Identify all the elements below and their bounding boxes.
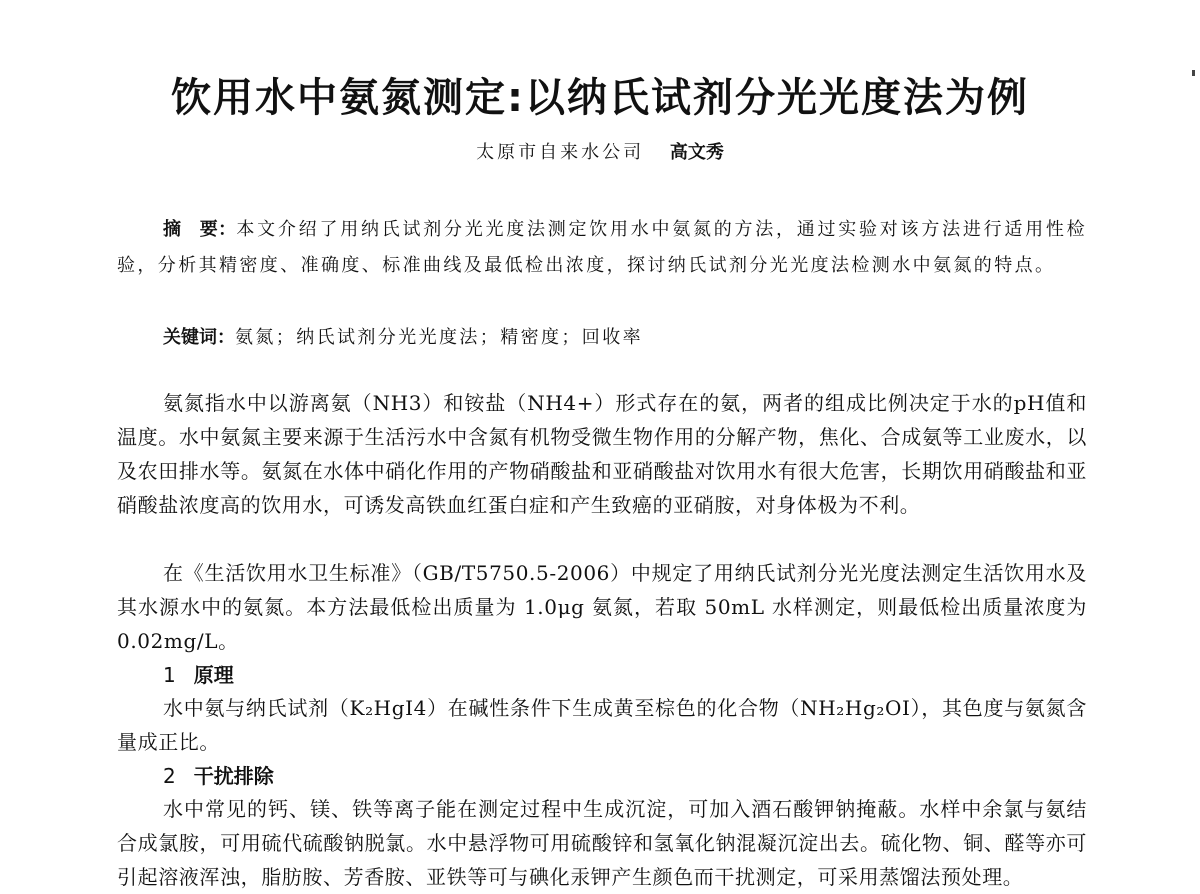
author-organization: 太原市自来水公司 bbox=[476, 142, 645, 163]
section-2-heading bbox=[163, 759, 274, 793]
keywords-text: 氨氮；纳氏试剂分光光度法；精密度；回收率 bbox=[235, 327, 643, 348]
section-2-number: 2 bbox=[163, 764, 176, 788]
author-name: 高文秀 bbox=[669, 142, 724, 163]
section-2-paragraph: 水中常见的钙、镁、铁等离子能在测定过程中生成沉淀，可加入酒石酸钾钠掩蔽。水样中余氯与氨结合成氯胺，可用硫代硫酸钠脱氯。水中悬浮物可用硫酸锌和氢氧化钠混凝沉淀出去。硫化物、铜、醛等亦可引起溶液浑浊，脂肪胺、芳香胺、亚铁等可与碘化汞钾产生颜色而干扰测定，可采用蒸馏法预处理。 bbox=[117, 797, 1087, 889]
scan-speck bbox=[1192, 70, 1195, 76]
section-2-title: 干扰排除 bbox=[193, 764, 274, 788]
author-line bbox=[0, 140, 1200, 166]
paper-title: 饮用水中氨氮测定:以纳氏试剂分光光度法为例 bbox=[171, 75, 1029, 121]
abstract-label: 摘 要： bbox=[163, 219, 237, 240]
section-1-paragraph: 水中氨与纳氏试剂（K₂HgI4）在碱性条件下生成黄至棕色的化合物（NH₂Hg₂OI），其色度与氨氮含量成正比。 bbox=[117, 696, 1087, 754]
abstract-paragraph bbox=[117, 212, 1087, 284]
abstract-text: 本文介绍了用纳氏试剂分光光度法测定饮用水中氨氮的方法，通过实验对该方法进行适用性检验，分析其精密度、准确度、标准曲线及最低检出浓度，探讨纳氏试剂分光光度法检测水中氨氮的特点。 bbox=[117, 219, 1087, 276]
intro-paragraph-1: 氨氮指水中以游离氨（NH3）和铵盐（NH4+）形式存在的氨，两者的组成比例决定于水的pH值和温度。水中氨氮主要来源于生活污水中含氮有机物受微生物作用的分解产物，焦化、合成氨等工业废水，以及农田排水等。氨氮在水体中硝化作用的产物硝酸盐和亚硝酸盐对饮用水有很大危害，长期饮用硝酸盐和亚硝酸盐浓度高的饮用水，可诱发高铁血红蛋白症和产生致癌的亚硝胺，对身体极为不利。 bbox=[117, 391, 1087, 517]
section-1-heading bbox=[163, 658, 234, 692]
keywords-label: 关键词： bbox=[163, 327, 235, 348]
section-1-title: 原理 bbox=[193, 663, 234, 687]
keywords-paragraph bbox=[117, 320, 1087, 356]
intro-paragraph-2: 在《生活饮用水卫生标准》（GB/T5750.5-2006）中规定了用纳氏试剂分光光度法测定生活饮用水及其水源水中的氨氮。本方法最低检出质量为 1.0μg 氨氮，若取 50mL 水样测定，则最低检出质量浓度为 0.02mg/L。 bbox=[117, 561, 1087, 653]
section-1-number: 1 bbox=[163, 663, 176, 687]
